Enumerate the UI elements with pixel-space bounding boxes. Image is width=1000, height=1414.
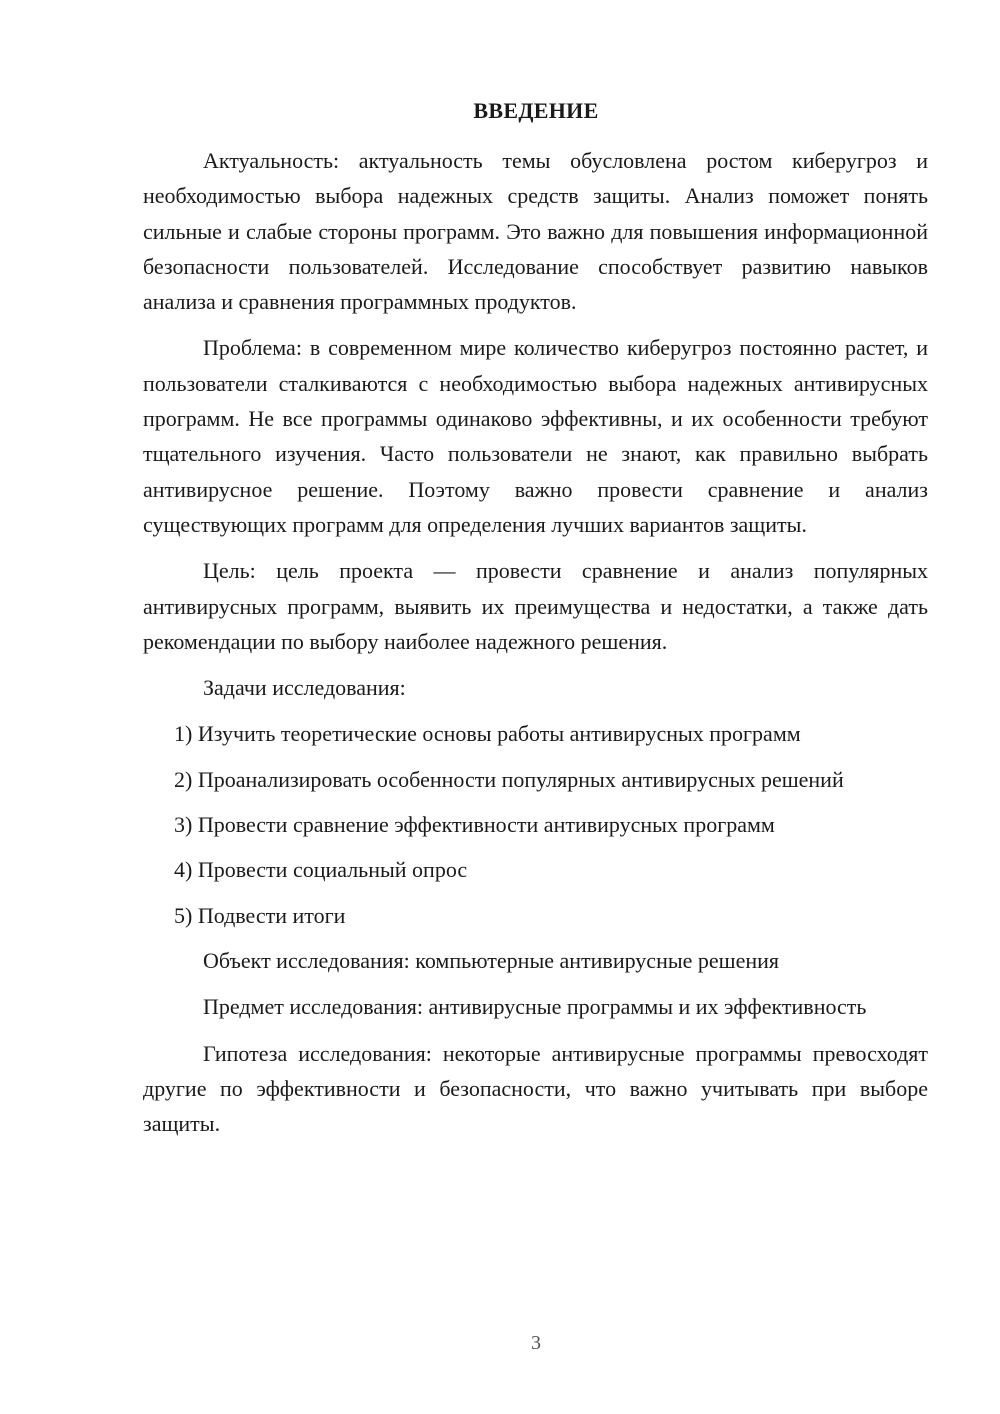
goal-paragraph: Цель: цель проекта — провести сравнение и анализ популярных антивирусных программ, выявить их преимущества и недостатки, а также дать рекомендации по выбору наиболее надежного решения.	[143, 558, 928, 654]
relevance-paragraph: Актуальность: актуальность темы обусловлена ростом киберугроз и необходимостью выбора надежных средств защиты. Анализ поможет понять сильные и слабые стороны программ. Это важно для повышения информационной безопасности пользователей. Исследование способствует развитию навыков анализа и сравнения программных продуктов.	[143, 148, 928, 315]
tasks-heading: Задачи исследования:	[203, 675, 406, 701]
task-item: 2) Проанализировать особенности популярных антивирусных решений	[174, 766, 844, 792]
subject-paragraph: Предмет исследования: антивирусные программы и их эффективность	[203, 994, 867, 1020]
task-item: 1) Изучить теоретические основы работы антивирусных программ	[174, 721, 801, 747]
problem-paragraph: Проблема: в современном мире количество киберугроз постоянно растет, и пользователи сталкиваются с необходимостью выбора надежных антивирусных программ. Не все программы одинаково эффективны, и их особенности требуют тщательного изучения. Часто пользователи не знают, как правильно выбрать антивирусное решение. Поэтому важно провести сравнение и анализ существующих программ для определения лучших вариантов защиты.	[143, 335, 928, 537]
task-item: 3) Провести сравнение эффективности антивирусных программ	[174, 812, 775, 838]
task-item: 5) Подвести итоги	[174, 902, 346, 928]
body-text	[143, 143, 928, 1152]
page-number: 3	[531, 1332, 541, 1354]
page-title: ВВЕДЕНИЕ	[473, 98, 599, 123]
object-paragraph: Объект исследования: компьютерные антивирусные решения	[203, 947, 780, 973]
task-item: 4) Провести социальный опрос	[174, 857, 468, 883]
hypothesis-paragraph: Гипотеза исследования: некоторые антивирусные программы превосходят другие по эффективности и безопасности, что важно учитывать при выборе защиты.	[143, 1040, 928, 1137]
